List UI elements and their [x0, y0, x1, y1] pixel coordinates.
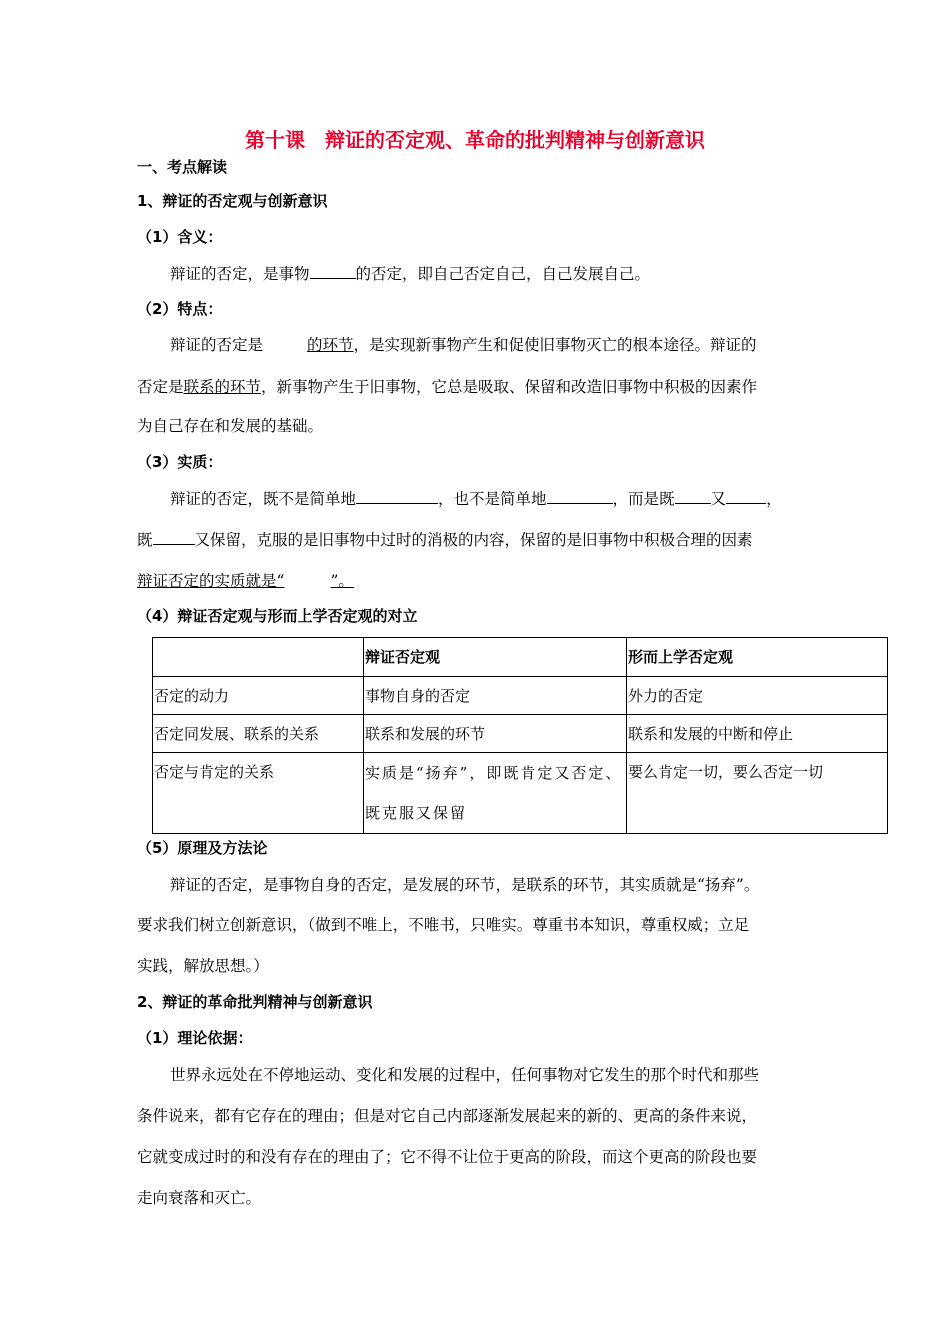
fill-blank	[356, 489, 438, 504]
principle-line-1: 辩证的否定，是事物自身的否定，是发展的环节，是联系的环节，其实质就是“扬弃”。	[170, 876, 760, 894]
theory-line-1: 世界永远处在不停地运动、变化和发展的过程中，任何事物对它发生的那个时代和那些	[170, 1066, 760, 1084]
theory-line-3: 它就变成过时的和没有存在的理由了；它不得不让位于更高的阶段，而这个更高的阶段也要	[137, 1148, 758, 1166]
table-header-cell: 形而上学否定观	[627, 638, 888, 677]
item-heading-meaning: （1）含义：	[137, 228, 223, 246]
essence-line-2	[137, 528, 753, 550]
principle-line-3: 实践，解放思想。）	[137, 957, 269, 975]
text: ”。	[330, 572, 354, 590]
text: 辩证否定的实质就是“	[137, 572, 285, 590]
item-heading-essence: （3）实质：	[137, 453, 223, 471]
table-cell: 事物自身的否定	[364, 677, 627, 715]
fill-blank	[675, 489, 711, 504]
table-cell: 联系和发展的中断和停止	[627, 715, 888, 753]
fill-blank	[153, 530, 195, 545]
table-header-cell	[153, 638, 364, 677]
page-title: 第十课 辩证的否定观、革命的批判精神与创新意识	[245, 128, 705, 152]
text: 的否定，即自己否定自己，自己发展自己。	[355, 265, 651, 283]
table-row	[153, 715, 888, 753]
table-cell: 否定的动力	[153, 677, 364, 715]
text: ，而是既	[612, 490, 675, 508]
table-header-cell: 辩证否定观	[364, 638, 627, 677]
item-heading-principle: （5）原理及方法论	[137, 839, 268, 857]
principle-line-2: 要求我们树立创新意识，（做到不唯上，不唯书，只唯实。尊重书本知识，尊重权威；立足	[137, 916, 750, 934]
theory-line-4: 走向衰落和灭亡。	[137, 1189, 262, 1207]
text: 又	[710, 490, 727, 508]
table-cell: 外力的否定	[627, 677, 888, 715]
comparison-table	[152, 637, 888, 834]
underlined-blank: 的环节	[307, 336, 354, 354]
underlined-text: 联系的环节	[183, 378, 262, 396]
item-heading-contrast: （4）辩证否定观与形而上学否定观的对立	[137, 607, 418, 625]
table-row	[153, 677, 888, 715]
table-cell: 联系和发展的环节	[364, 715, 627, 753]
text: ，是实现新事物产生和促使旧事物灭亡的根本途径。辩证的	[353, 336, 757, 354]
table-header-row	[153, 638, 888, 677]
meaning-line	[170, 262, 650, 284]
text: ，	[766, 490, 782, 508]
text: 又保留，克服的是旧事物中过时的消极的内容，保留的是旧事物中积极合理的因素	[194, 531, 753, 549]
subsection-heading-2: 2、辩证的革命批判精神与创新意识	[137, 993, 373, 1011]
table-row	[153, 753, 888, 834]
fill-blank	[310, 264, 356, 279]
text: 辩证的否定是	[170, 336, 264, 354]
table-cell: 否定与肯定的关系	[153, 753, 364, 834]
features-line-1	[170, 333, 757, 355]
theory-line-2: 条件说来，都有它存在的理由；但是对它自己内部逐渐发展起来的新的、更高的条件来说，	[137, 1107, 758, 1125]
text: ，新事物产生于旧事物，它总是吸取、保留和改造旧事物中积极的因素作	[261, 378, 758, 396]
fill-blank	[547, 489, 613, 504]
text: 既	[137, 531, 153, 549]
features-line-3: 为自己存在和发展的基础。	[137, 417, 324, 435]
text: 否定是	[137, 378, 184, 396]
item-heading-theory: （1）理论依据：	[137, 1029, 253, 1047]
table-cell: 实质是“扬弃”，即既肯定又否定、既克服又保留	[364, 753, 627, 834]
text: ，也不是简单地	[438, 490, 547, 508]
text: 辩证的否定，既不是简单地	[170, 490, 357, 508]
fill-blank	[726, 489, 766, 504]
essence-line-1	[170, 487, 782, 509]
subsection-heading-1: 1、辩证的否定观与创新意识	[137, 192, 328, 210]
essence-line-3	[137, 569, 364, 591]
table-cell: 否定同发展、联系的关系	[153, 715, 364, 753]
item-heading-features: （2）特点：	[137, 300, 223, 318]
features-line-2	[137, 375, 757, 397]
table-cell: 要么肯定一切，要么否定一切	[627, 753, 888, 834]
section-heading-1: 一、考点解读	[137, 158, 228, 176]
text: 辩证的否定，是事物	[170, 265, 310, 283]
